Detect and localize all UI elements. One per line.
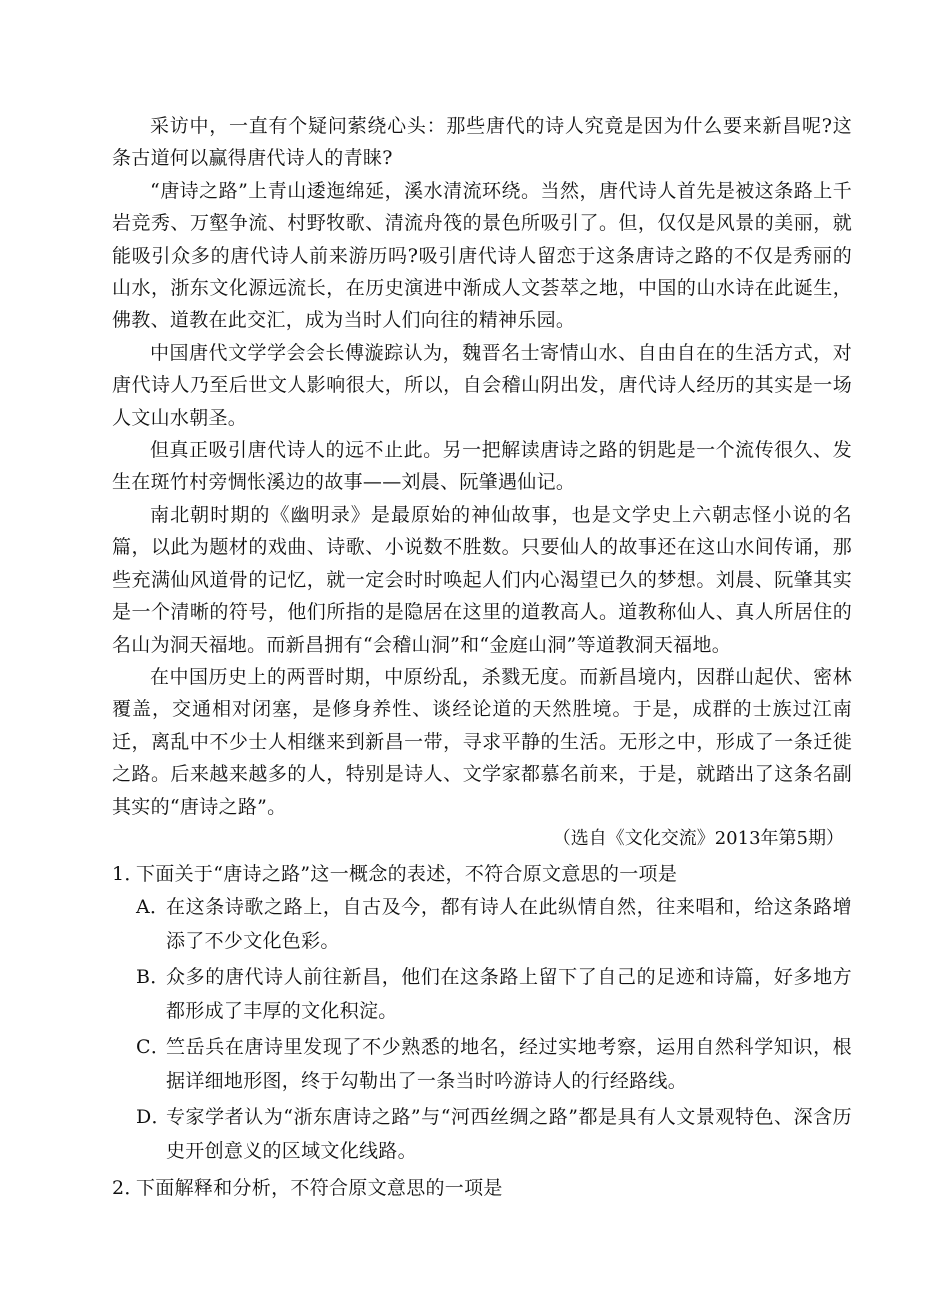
option-c [136,1030,852,1098]
option-letter: A． [136,896,170,918]
option-text: 在这条诗歌之路上，自古及今，都有诗人在此纵情自然，往来唱和，给这条路增添了不少文化色彩。 [166,896,852,952]
passage-paragraph: 但真正吸引唐代诗人的远不止此。另一把解读唐诗之路的钥匙是一个流传很久、发生在斑竹村旁惆怅溪边的故事——刘晨、阮肇遇仙记。 [112,439,852,494]
question-2 [112,1172,852,1204]
passage-paragraph: 在中国历史上的两晋时期，中原纷乱，杀戮无度。而新昌境内，因群山起伏、密林覆盖，交通相对闭塞，是修身养性、谈经论道的天然胜境。于是，成群的士族过江南迁，离乱中不少士人相继来到新昌一带，寻求平静的生活。无形之中，形成了一条迁徙之路。后来越来越多的人，特别是诗人、文学家都慕名前来，于是，就踏出了这条名副其实的“唐诗之路”。 [112,665,852,818]
option-d [136,1100,852,1168]
question-number: 2． [112,1177,144,1199]
question-text: 下面解释和分析，不符合原文意思的一项是 [136,1177,503,1199]
passage-paragraph: “唐诗之路”上青山逶迤绵延，溪水清流环绕。当然，唐代诗人首先是被这条路上千岩竞秀、万壑争流、村野牧歌、清流舟筏的景色所吸引了。但，仅仅是风景的美丽，就能吸引众多的唐代诗人前来游历吗?吸引唐代诗人留恋于这条唐诗之路的不仅是秀丽的山水，浙东文化源远流长，在历史演进中渐成人文荟萃之地，中国的山水诗在此诞生，佛教、道教在此交汇，成为当时人们向往的精神乐园。 [112,179,852,332]
option-letter: B． [136,966,170,988]
question-stem [112,858,852,890]
option-text: 众多的唐代诗人前往新昌，他们在这条路上留下了自己的足迹和诗篇，好多地方都形成了丰厚的文化积淀。 [166,966,852,1022]
passage-paragraph: 采访中，一直有个疑问萦绕心头：那些唐代的诗人究竟是因为什么要来新昌呢?这条古道何以赢得唐代诗人的青睐? [112,115,852,170]
option-text: 竺岳兵在唐诗里发现了不少熟悉的地名，经过实地考察，运用自然科学知识，根据详细地形图，终于勾勒出了一条当时吟游诗人的行经路线。 [166,1036,852,1092]
option-a [136,890,852,958]
source-citation: （选自《文化交流》2013年第5期） [552,827,844,849]
passage-paragraph: 南北朝时期的《幽明录》是最原始的神仙故事，也是文学史上六朝志怪小说的名篇，以此为题材的戏曲、诗歌、小说数不胜数。只要仙人的故事还在这山水间传诵，那些充满仙风道骨的记忆，就一定会时时唤起人们内心渴望已久的梦想。刘晨、阮肇其实是一个清晰的符号，他们所指的是隐居在这里的道教高人。道教称仙人、真人所居住的名山为洞天福地。而新昌拥有“会稽山洞”和“金庭山洞”等道教洞天福地。 [112,503,852,656]
question-section [112,858,852,1204]
question-number: 1． [112,863,144,885]
question-1 [112,858,852,1168]
option-text: 专家学者认为“浙东唐诗之路”与“河西丝绸之路”都是具有人文景观特色、深含历史开创意义的区域文化线路。 [166,1106,852,1162]
reading-passage [112,110,852,855]
question-stem [112,1172,852,1204]
option-letter: C． [136,1036,171,1058]
option-letter: D． [136,1106,171,1128]
passage-paragraph: 中国唐代文学学会会长傅漩踪认为，魏晋名士寄情山水、自由自在的生活方式，对唐代诗人乃至后世文人影响很大，所以，自会稽山阴出发，唐代诗人经历的其实是一场人文山水朝圣。 [112,341,852,429]
question-text: 下面关于“唐诗之路”这一概念的表述，不符合原文意思的一项是 [136,863,678,885]
option-b [136,960,852,1028]
